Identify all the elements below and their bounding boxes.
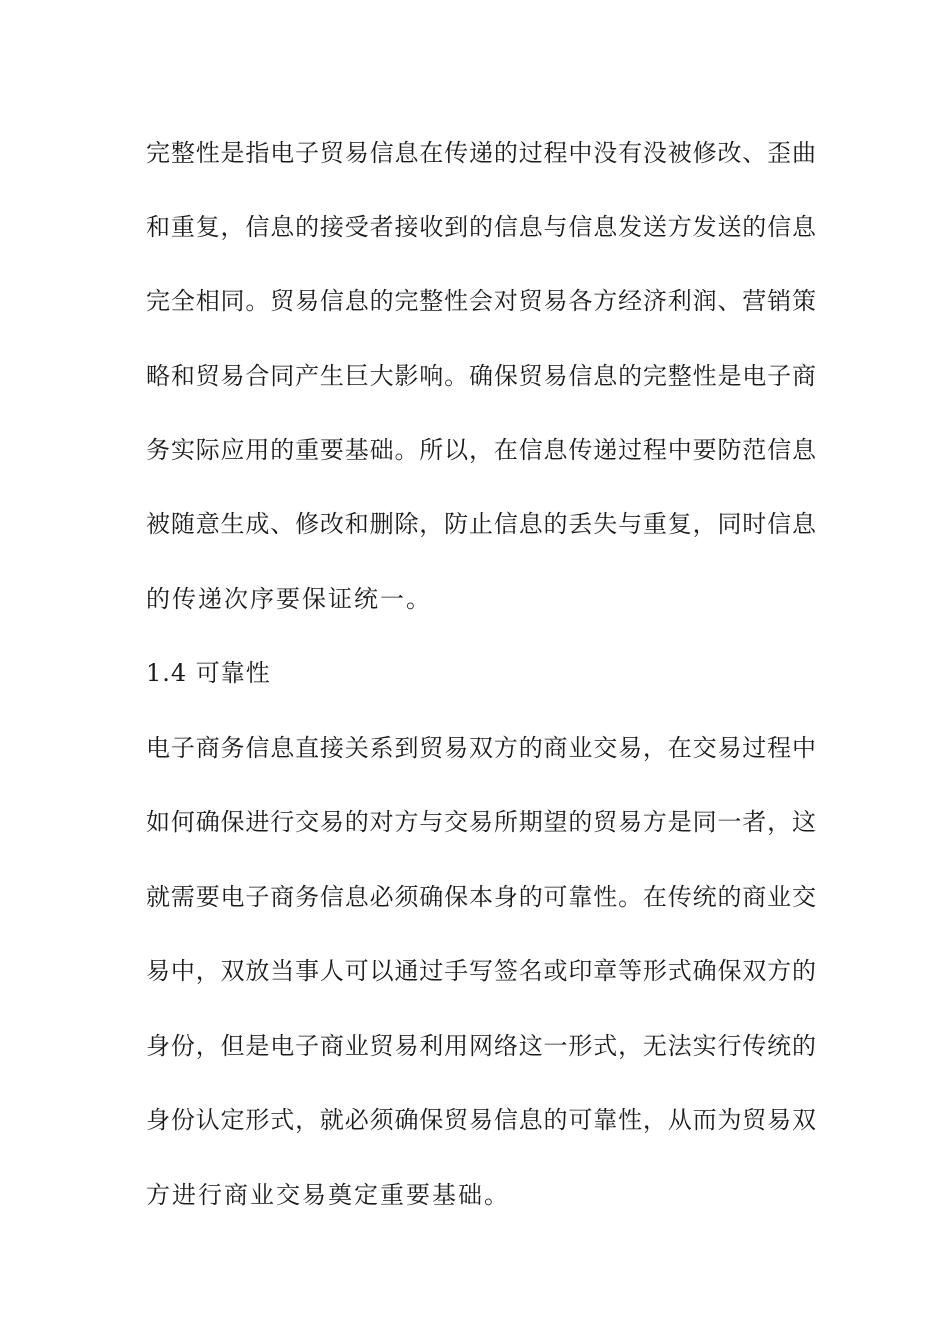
text-line: 务实际应用的重要基础。所以，在信息传递过程中要防范信息: [146, 436, 816, 464]
text-line: 易中，双放当事人可以通过手写签名或印章等形式确保双方的: [146, 957, 816, 985]
text-line: 身份认定形式，就必须确保贸易信息的可靠性，从而为贸易双: [146, 1106, 816, 1134]
text-line: 被随意生成、修改和删除，防止信息的丢失与重复，同时信息: [146, 510, 816, 538]
section-heading: 1.4 可靠性: [146, 659, 271, 687]
text-line: 完整性是指电子贸易信息在传递的过程中没有没被修改、歪曲: [146, 139, 816, 167]
text-line: 电子商务信息直接关系到贸易双方的商业交易，在交易过程中: [146, 734, 816, 762]
text-line: 完全相同。贸易信息的完整性会对贸易各方经济利润、营销策: [146, 287, 816, 315]
text-line: 和重复，信息的接受者接收到的信息与信息发送方发送的信息: [146, 213, 816, 241]
text-line: 身份，但是电子商业贸易利用网络这一形式，无法实行传统的: [146, 1032, 816, 1060]
text-line: 如何确保进行交易的对方与交易所期望的贸易方是同一者，这: [146, 808, 816, 836]
text-line: 的传递次序要保证统一。: [146, 585, 432, 613]
text-line: 就需要电子商务信息必须确保本身的可靠性。在传统的商业交: [146, 883, 816, 911]
text-line: 方进行商业交易奠定重要基础。: [146, 1181, 510, 1209]
text-line: 略和贸易合同产生巨大影响。确保贸易信息的完整性是电子商: [146, 362, 816, 390]
